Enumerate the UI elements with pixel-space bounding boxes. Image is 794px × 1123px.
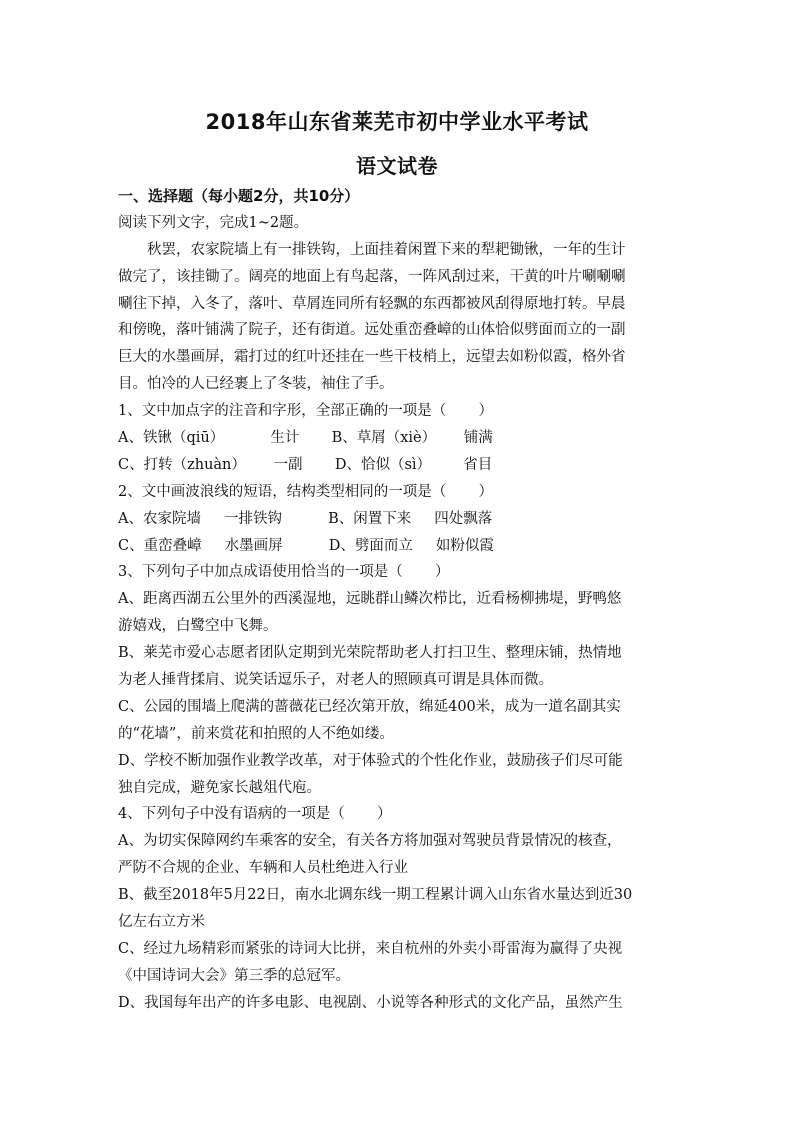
text-line: C、公园的围墙上爬满的蔷薇花已经次第开放，绵延400米，成为一道名副其实 (118, 698, 621, 715)
text-line: A、农家院墙 一排铁钩 B、闲置下来 四处飘落 (118, 510, 493, 527)
text-line: 的“花墙”，前来赏花和拍照的人不绝如缕。 (118, 725, 394, 742)
text-line: A、铁锹（qiū） 生计 B、草屑（xiè） 铺满 (118, 430, 493, 447)
text-line: 秋罢，农家院墙上有一排铁钩，上面挂着闲置下来的犁耙锄锹，一年的生计 (147, 241, 626, 258)
text-line: C、打转（zhuàn） 一副 D、恰似（sì） 省目 (118, 456, 493, 473)
exam-body (118, 183, 681, 1017)
text-line: 亿左右立方米 (118, 914, 205, 931)
text-line: 做完了，该挂锄了。阔亮的地面上有鸟起落，一阵风刮过来，干黄的叶片唰唰唰 (118, 268, 626, 285)
page-subtitle: 语文试卷 (356, 154, 438, 178)
text-line: A、为切实保障网约车乘客的安全，有关各方将加强对驾驶员背景情况的核查， (118, 833, 622, 850)
text-line: 为老人捶背揉肩、说笑话逗乐子，对老人的照顾真可谓是具体而微。 (118, 672, 553, 689)
text-line: C、重峦叠嶂 水墨画屏 D、劈面而立 如粉似霞 (118, 537, 494, 554)
text-line: B、莱芜市爱心志愿者团队定期到光荣院帮助老人打扫卫生、整理床铺，热情地 (118, 645, 622, 662)
text-line: 目。怕冷的人已经裹上了冬装，袖住了手。 (118, 376, 394, 393)
text-line: 游嬉戏，白鹭空中飞舞。 (118, 618, 278, 635)
text-line: 4、下列句子中没有语病的一项是（ ） (118, 806, 392, 823)
text-line: 严防不合规的企业、车辆和人员杜绝进入行业 (118, 860, 408, 877)
text-line: 和傍晚，落叶铺满了院子，还有街道。远处重峦叠嶂的山体恰似劈面而立的一副 (118, 322, 626, 339)
text-line: D、学校不断加强作业教学改革，对于体验式的个性化作业，鼓励孩子们尽可能 (118, 752, 623, 769)
text-line: 阅读下列文字，完成1~2题。 (118, 214, 309, 231)
text-line: 3、下列句子中加点成语使用恰当的一项是（ ） (118, 564, 450, 581)
text-line: D、我国每年出产的许多电影、电视剧、小说等各种形式的文化产品，虽然产生 (118, 994, 623, 1011)
section-heading: 一、选择题（每小题2分，共10分） (118, 187, 360, 205)
text-line: 1、文中加点字的注音和字形，全部正确的一项是（ ） (118, 403, 493, 420)
text-line: 巨大的水墨画屏，霜打过的红叶还挂在一些干枝梢上，远望去如粉似霞，格外省 (118, 349, 626, 366)
text-line: C、经过九场精彩而紧张的诗词大比拼，来自杭州的外卖小哥雷海为赢得了央视 (118, 940, 623, 957)
text-line: 2、文中画波浪线的短语，结构类型相同的一项是（ ） (118, 483, 493, 500)
text-line: A、距离西湖五公里外的西溪湿地，远眺群山鳞次栉比，近看杨柳拂堤，野鸭悠 (118, 591, 622, 608)
text-line: 独自完成，避免家长越俎代庖。 (118, 779, 321, 796)
text-line: 唰往下掉，入冬了，落叶、草屑连同所有轻飘的东西都被风刮得原地打转。早晨 (118, 295, 626, 312)
text-line: B、截至2018年5月22日，南水北调东线一期工程累计调入山东省水量达到近30 (118, 887, 633, 904)
text-line: 《中国诗词大会》第三季的总冠军。 (118, 967, 350, 984)
page-title: 2018年山东省莱芜市初中学业水平考试 (205, 110, 589, 134)
